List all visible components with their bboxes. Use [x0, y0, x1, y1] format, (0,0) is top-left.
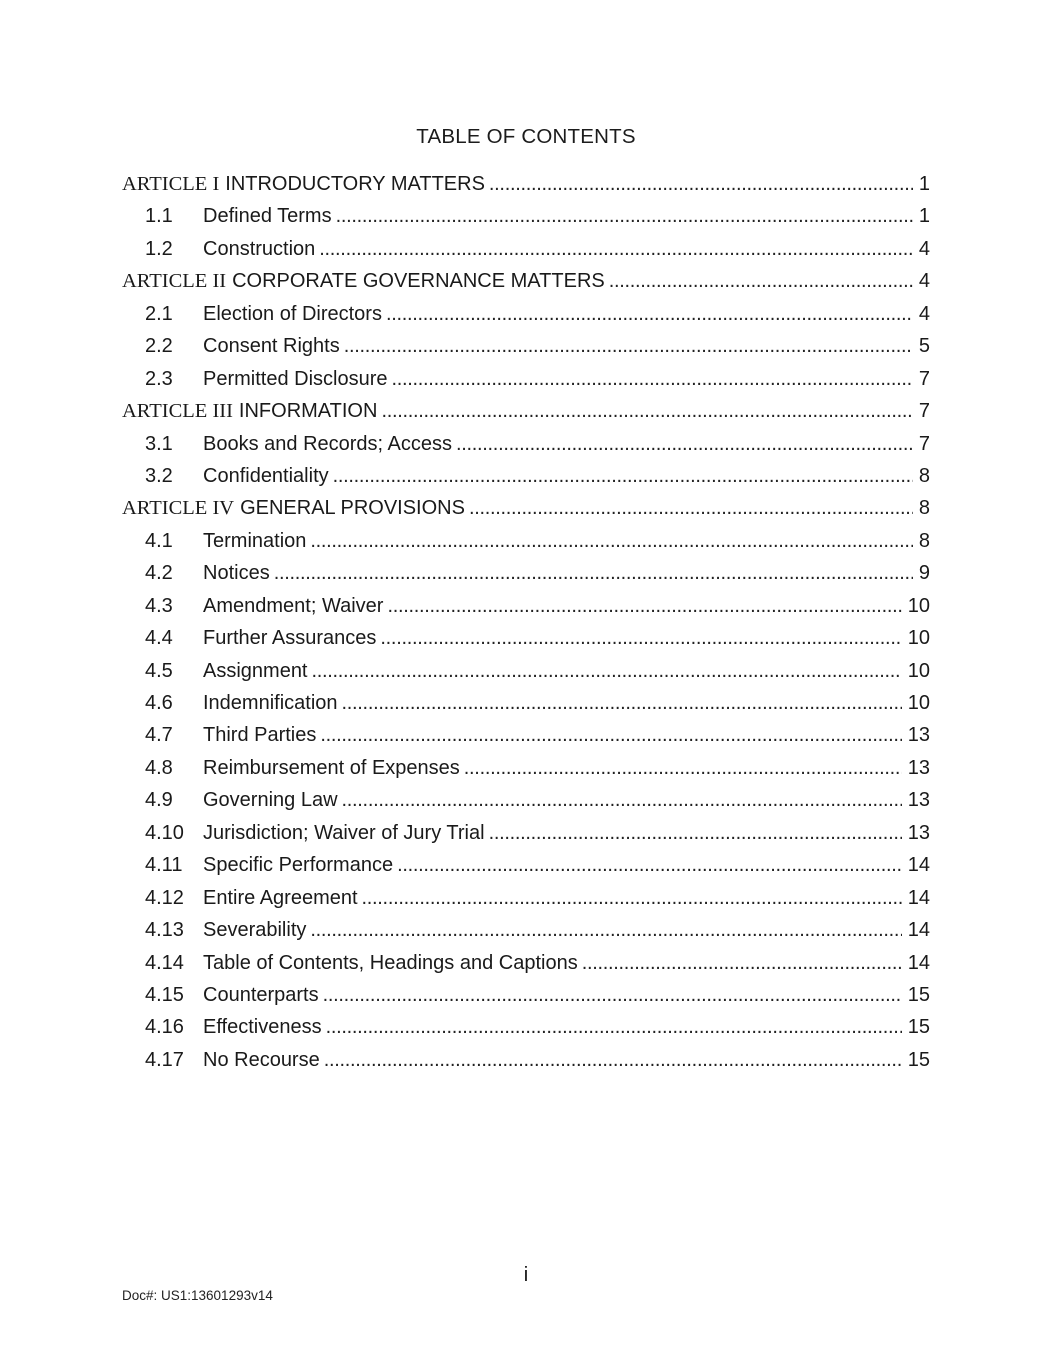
toc-section-label: Table of Contents, Headings and Captions — [203, 951, 578, 974]
toc-article-label: GENERAL PROVISIONS — [240, 497, 465, 520]
toc-section-label: Third Parties — [203, 724, 317, 747]
toc-section-number: 4.14 — [145, 951, 184, 974]
toc-article-row — [122, 492, 930, 524]
toc-section-label: Amendment; Waiver — [203, 594, 384, 617]
dot-leader — [344, 330, 913, 362]
dot-leader — [310, 525, 912, 557]
toc-section-row — [122, 428, 930, 460]
toc-list — [122, 168, 930, 1076]
toc-section-label: Construction — [203, 237, 316, 260]
toc-section-row — [122, 622, 930, 654]
toc-section-row — [122, 979, 930, 1011]
toc-section-row — [122, 1044, 930, 1076]
toc-page-number: 4 — [918, 237, 930, 260]
toc-section-number: 1.2 — [145, 237, 173, 260]
toc-page-number: 13 — [907, 789, 930, 812]
toc-section-number: 4.10 — [145, 821, 184, 844]
toc-section-number: 4.2 — [145, 562, 173, 585]
toc-section-number: 4.9 — [145, 789, 173, 812]
toc-section-label: Permitted Disclosure — [203, 367, 388, 390]
toc-page-number: 8 — [918, 497, 930, 520]
toc-page-number: 13 — [907, 756, 930, 779]
toc-section-row — [122, 298, 930, 330]
toc-section-label: Severability — [203, 919, 307, 942]
toc-section-label: Entire Agreement — [203, 886, 358, 909]
toc-page-number: 10 — [907, 627, 930, 650]
toc-section-row — [122, 882, 930, 914]
dot-leader — [336, 200, 913, 232]
dot-leader — [469, 492, 913, 524]
toc-section-row — [122, 363, 930, 395]
toc-section-row — [122, 784, 930, 816]
toc-page-number: 7 — [918, 367, 930, 390]
toc-section-number: 4.7 — [145, 724, 173, 747]
toc-section-label: Election of Directors — [203, 302, 382, 325]
toc-page-number: 8 — [918, 464, 930, 487]
toc-page-number: 15 — [907, 1048, 930, 1071]
toc-page-number: 10 — [907, 594, 930, 617]
toc-page-number: 4 — [918, 270, 930, 293]
dot-leader — [326, 1011, 902, 1043]
toc-section-row — [122, 557, 930, 589]
toc-page-number: 14 — [907, 951, 930, 974]
toc-page-number: 5 — [918, 335, 930, 358]
toc-section-row — [122, 233, 930, 265]
dot-leader — [320, 719, 901, 751]
toc-section-number: 3.2 — [145, 464, 173, 487]
dot-leader — [380, 622, 901, 654]
toc-page-number: 10 — [907, 692, 930, 714]
toc-section-label: Assignment — [203, 659, 308, 682]
toc-page-number: 1 — [918, 173, 930, 195]
toc-section-number: 2.2 — [145, 335, 173, 358]
toc-section-number: 4.5 — [145, 659, 173, 682]
toc-section-row — [122, 914, 930, 946]
toc-section-label: Books and Records; Access — [203, 432, 453, 455]
toc-page-number: 1 — [918, 205, 930, 228]
toc-section-number: 1.1 — [145, 205, 173, 228]
footer-doc-ref: Doc#: US1:13601293v14 — [122, 1288, 273, 1303]
toc-article-label: CORPORATE GOVERNANCE MATTERS — [232, 270, 605, 293]
toc-section-number: 4.12 — [145, 886, 184, 909]
toc-section-label: Counterparts — [203, 983, 319, 1006]
toc-article-prefix: ARTICLE II — [122, 270, 227, 293]
dot-leader — [333, 460, 913, 492]
dot-leader — [274, 557, 913, 589]
dot-leader — [609, 265, 913, 297]
dot-leader — [456, 428, 913, 460]
dot-leader — [362, 882, 902, 914]
dot-leader — [324, 1044, 902, 1076]
toc-page-number: 14 — [907, 886, 930, 909]
dot-leader — [312, 655, 902, 687]
toc-section-label: No Recourse — [203, 1048, 320, 1071]
toc-section-number: 4.1 — [145, 529, 173, 552]
toc-section-label: Notices — [203, 562, 270, 585]
toc-page-number: 10 — [907, 659, 930, 682]
toc-page-number: 9 — [918, 562, 930, 585]
toc-section-label: Reimbursement of Expenses — [203, 756, 460, 779]
toc-section-number: 4.15 — [145, 983, 184, 1006]
dot-leader — [323, 979, 902, 1011]
toc-section-number: 4.6 — [145, 692, 173, 714]
toc-section-number: 4.3 — [145, 594, 173, 617]
toc-page-number: 13 — [907, 724, 930, 747]
toc-section-row — [122, 330, 930, 362]
toc-page-number: 15 — [907, 983, 930, 1006]
toc-section-label: Consent Rights — [203, 335, 340, 358]
toc-section-row — [122, 719, 930, 751]
dot-leader — [319, 233, 913, 265]
toc-article-row — [122, 395, 930, 427]
toc-article-prefix: ARTICLE I — [122, 173, 220, 195]
toc-page-number: 7 — [918, 432, 930, 455]
dot-leader — [381, 395, 912, 427]
toc-section-label: Defined Terms — [203, 205, 332, 228]
dot-leader — [582, 947, 902, 979]
footer-page-number: i — [523, 1264, 529, 1286]
dot-leader — [310, 914, 901, 946]
toc-section-label: Effectiveness — [203, 1016, 322, 1039]
toc-page-number: 8 — [918, 529, 930, 552]
toc-page-number: 14 — [907, 854, 930, 877]
toc-article-label: INTRODUCTORY MATTERS — [225, 173, 485, 195]
toc-article-row — [122, 168, 930, 200]
toc-section-row — [122, 460, 930, 492]
toc-section-number: 2.1 — [145, 302, 173, 325]
toc-section-row — [122, 849, 930, 881]
toc-section-label: Indemnification — [203, 692, 338, 714]
toc-page-number: 15 — [907, 1016, 930, 1039]
dot-leader — [342, 687, 902, 719]
toc-section-number: 4.8 — [145, 756, 173, 779]
toc-section-row — [122, 525, 930, 557]
toc-section-number: 4.17 — [145, 1048, 184, 1071]
toc-article-prefix: ARTICLE III — [122, 400, 233, 423]
toc-article-prefix: ARTICLE IV — [122, 497, 235, 520]
toc-section-row — [122, 1011, 930, 1043]
toc-section-label: Further Assurances — [203, 627, 377, 650]
toc-section-number: 4.4 — [145, 627, 173, 650]
toc-section-number: 4.16 — [145, 1016, 184, 1039]
dot-leader — [397, 849, 902, 881]
dot-leader — [342, 784, 902, 816]
toc-page-number: 4 — [918, 302, 930, 325]
dot-leader — [392, 363, 913, 395]
toc-section-label: Governing Law — [203, 789, 338, 812]
dot-leader — [387, 590, 901, 622]
dot-leader — [489, 168, 913, 200]
toc-page-number: 13 — [907, 821, 930, 844]
toc-section-row — [122, 200, 930, 232]
dot-leader — [489, 817, 902, 849]
toc-section-row — [122, 947, 930, 979]
toc-section-label: Confidentiality — [203, 464, 329, 487]
toc-section-number: 4.13 — [145, 919, 184, 942]
toc-article-row — [122, 265, 930, 297]
toc-section-row — [122, 655, 930, 687]
toc-page-number: 14 — [907, 919, 930, 942]
toc-section-row — [122, 817, 930, 849]
toc-section-row — [122, 752, 930, 784]
toc-section-number: 3.1 — [145, 432, 173, 455]
toc-section-row — [122, 687, 930, 719]
dot-leader — [386, 298, 913, 330]
toc-page-number: 7 — [918, 400, 930, 423]
toc-section-row — [122, 590, 930, 622]
toc-section-label: Termination — [203, 529, 307, 552]
toc-section-label: Jurisdiction; Waiver of Jury Trial — [203, 821, 485, 844]
dot-leader — [464, 752, 902, 784]
toc-section-label: Specific Performance — [203, 854, 394, 877]
page-title: TABLE OF CONTENTS — [416, 125, 636, 148]
toc-section-number: 4.11 — [145, 854, 183, 877]
toc-article-label: INFORMATION — [238, 400, 378, 423]
toc-section-number: 2.3 — [145, 367, 173, 390]
